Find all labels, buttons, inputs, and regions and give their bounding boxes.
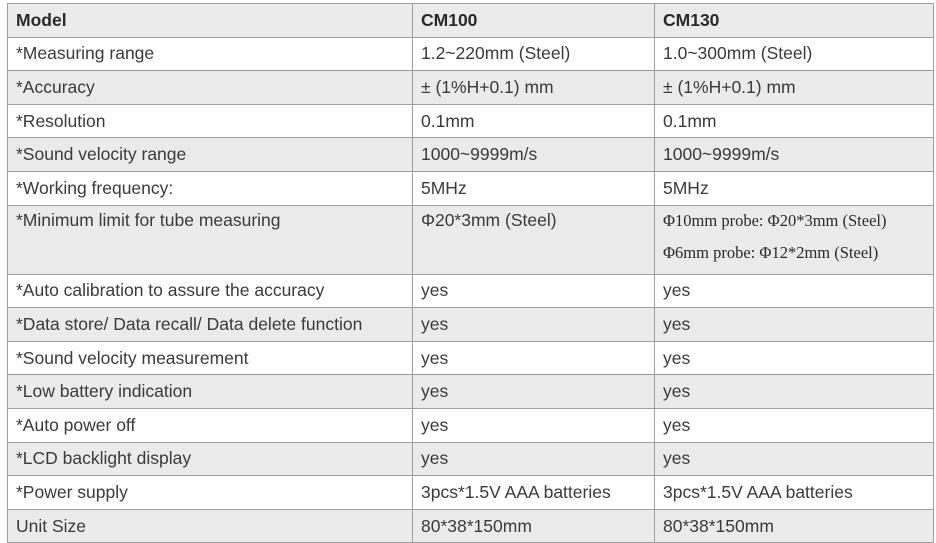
row-label: *Auto power off <box>8 408 413 442</box>
table-row <box>8 37 934 71</box>
table-row <box>8 138 934 172</box>
header-cm130: CM130 <box>655 4 934 38</box>
cm130-value: ± (1%H+0.1) mm <box>655 71 934 105</box>
cm100-value: 5MHz <box>413 171 655 205</box>
table-row <box>8 408 934 442</box>
table-row <box>8 104 934 138</box>
cm130-value: yes <box>655 308 934 342</box>
cm130-value: 3pcs*1.5V AAA batteries <box>655 476 934 510</box>
row-label: *Sound velocity range <box>8 138 413 172</box>
cm130-tube-line-2: Φ6mm probe: Φ12*2mm (Steel) <box>663 242 879 262</box>
row-label: *Power supply <box>8 476 413 510</box>
cm100-value: 1.2~220mm (Steel) <box>413 37 655 71</box>
row-label: *Low battery indication <box>8 375 413 409</box>
cm130-tube-line-1: Φ10mm probe: Φ20*3mm (Steel) <box>663 210 887 230</box>
cm100-value: 80*38*150mm <box>413 509 655 543</box>
cm130-value: 1.0~300mm (Steel) <box>655 37 934 71</box>
cm130-value: yes <box>655 274 934 308</box>
cm100-value: 3pcs*1.5V AAA batteries <box>413 476 655 510</box>
row-label: *Working frequency: <box>8 171 413 205</box>
cm100-value: yes <box>413 308 655 342</box>
table-row <box>8 274 934 308</box>
cm130-value: yes <box>655 341 934 375</box>
cm100-value: yes <box>413 341 655 375</box>
table-row <box>8 375 934 409</box>
row-label: *Measuring range <box>8 37 413 71</box>
row-label: *Accuracy <box>8 71 413 105</box>
cm100-value: yes <box>413 442 655 476</box>
cm130-value <box>655 205 934 274</box>
cm130-value: 5MHz <box>655 171 934 205</box>
table-row <box>8 476 934 510</box>
header-model: Model <box>8 4 413 38</box>
table-row <box>8 71 934 105</box>
cm100-value: yes <box>413 274 655 308</box>
table-row <box>8 171 934 205</box>
table-row <box>8 341 934 375</box>
cm130-value: 1000~9999m/s <box>655 138 934 172</box>
table-row <box>8 442 934 476</box>
cm100-value: yes <box>413 375 655 409</box>
row-label: *Minimum limit for tube measuring <box>8 205 413 274</box>
cm100-value: yes <box>413 408 655 442</box>
cm130-value: yes <box>655 375 934 409</box>
cm100-value: ± (1%H+0.1) mm <box>413 71 655 105</box>
row-label: *LCD backlight display <box>8 442 413 476</box>
cm130-value: yes <box>655 442 934 476</box>
table-row <box>8 308 934 342</box>
table-row <box>8 205 934 274</box>
table-header-row <box>8 4 934 38</box>
cm130-value: yes <box>655 408 934 442</box>
cm100-value: 0.1mm <box>413 104 655 138</box>
cm130-value: 80*38*150mm <box>655 509 934 543</box>
header-cm100: CM100 <box>413 4 655 38</box>
table-row <box>8 509 934 543</box>
spec-comparison-table <box>7 3 934 543</box>
row-label: *Sound velocity measurement <box>8 341 413 375</box>
row-label: Unit Size <box>8 509 413 543</box>
cm130-value: 0.1mm <box>655 104 934 138</box>
row-label: *Resolution <box>8 104 413 138</box>
cm100-value: 1000~9999m/s <box>413 138 655 172</box>
row-label: *Auto calibration to assure the accuracy <box>8 274 413 308</box>
row-label: *Data store/ Data recall/ Data delete function <box>8 308 413 342</box>
cm100-value: Φ20*3mm (Steel) <box>413 205 655 274</box>
